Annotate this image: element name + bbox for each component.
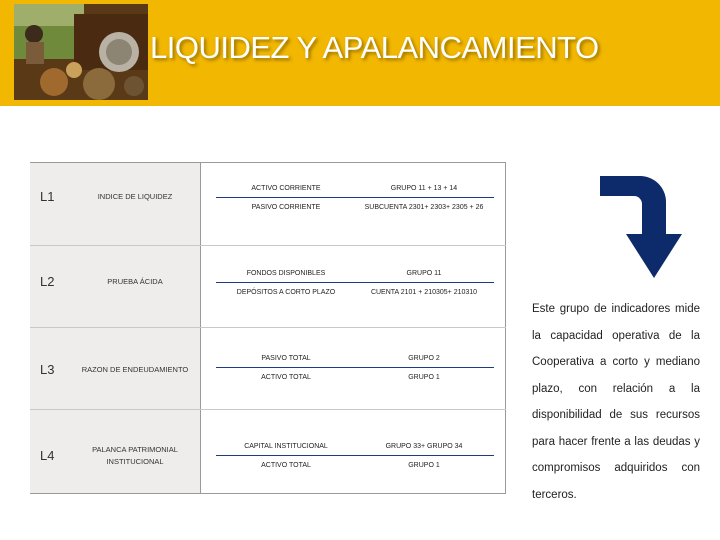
formula-numerator: ACTIVO CORRIENTE bbox=[251, 185, 321, 192]
formula-denominator: DEPÓSITOS A CORTO PLAZO bbox=[236, 289, 336, 296]
formula-numerator: CAPITAL INSTITUCIONAL bbox=[244, 443, 328, 450]
formula-numerator: FONDOS DISPONIBLES bbox=[246, 270, 326, 277]
formula-accounts bbox=[354, 183, 494, 214]
indicator-row bbox=[30, 163, 506, 245]
fraction-bar bbox=[354, 455, 494, 456]
indicator-row bbox=[30, 327, 506, 410]
description-text: Este grupo de indicadores mide la capacidad operativa de la Cooperativa a corto y mediano plazo, con relación a la disponibilidad de sus recursos para hacer frente a las deudas y compromisos adquiridos con terceros. bbox=[532, 303, 700, 501]
header-banner bbox=[0, 0, 720, 106]
formula-accounts bbox=[354, 441, 494, 472]
fraction-bar bbox=[354, 367, 494, 368]
page-title: LIQUIDEZ Y APALANCAMIENTO bbox=[150, 30, 599, 65]
formula-denominator: PASIVO CORRIENTE bbox=[251, 204, 321, 211]
indicator-code: L2 bbox=[40, 274, 55, 289]
formula-accounts bbox=[354, 268, 494, 299]
indicator-name: PALANCA PATRIMONIAL INSTITUCIONAL bbox=[92, 445, 178, 466]
header-photo bbox=[14, 4, 148, 100]
formula-accounts bbox=[354, 353, 494, 384]
indicator-code: L4 bbox=[40, 448, 55, 463]
formula-numerator: GRUPO 33+ GRUPO 34 bbox=[385, 443, 463, 450]
formula-denominator: CUENTA 2101 + 210305+ 210310 bbox=[370, 289, 478, 296]
formula-concept bbox=[216, 268, 356, 299]
indicator-row bbox=[30, 245, 506, 328]
formula-numerator: GRUPO 2 bbox=[408, 355, 440, 362]
indicator-row bbox=[30, 409, 506, 492]
formula-denominator: GRUPO 1 bbox=[408, 374, 440, 381]
formula-numerator: PASIVO TOTAL bbox=[261, 355, 311, 362]
fraction-bar bbox=[216, 197, 356, 198]
formula-concept bbox=[216, 353, 356, 384]
formula-numerator: GRUPO 11 bbox=[406, 270, 442, 277]
curved-arrow-down-icon bbox=[596, 172, 686, 282]
formula-denominator: GRUPO 1 bbox=[408, 462, 440, 469]
fraction-bar bbox=[216, 455, 356, 456]
formula-numerator: GRUPO 11 + 13 + 14 bbox=[390, 185, 458, 192]
formula-denominator: ACTIVO TOTAL bbox=[261, 462, 311, 469]
indicator-code: L3 bbox=[40, 362, 55, 377]
formula-concept bbox=[216, 183, 356, 214]
fraction-bar bbox=[354, 282, 494, 283]
fraction-bar bbox=[216, 282, 356, 283]
indicator-name: RAZON DE ENDEUDAMIENTO bbox=[81, 365, 189, 374]
formula-concept bbox=[216, 441, 356, 472]
indicator-name: PRUEBA ÁCIDA bbox=[107, 277, 163, 286]
fraction-bar bbox=[354, 197, 494, 198]
formula-denominator: ACTIVO TOTAL bbox=[261, 374, 311, 381]
fraction-bar bbox=[216, 367, 356, 368]
indicators-table bbox=[30, 162, 506, 494]
indicator-name: INDICE DE LIQUIDEZ bbox=[97, 192, 173, 201]
formula-denominator: SUBCUENTA 2301+ 2303+ 2305 + 26 bbox=[364, 204, 484, 211]
indicator-code: L1 bbox=[40, 189, 55, 204]
